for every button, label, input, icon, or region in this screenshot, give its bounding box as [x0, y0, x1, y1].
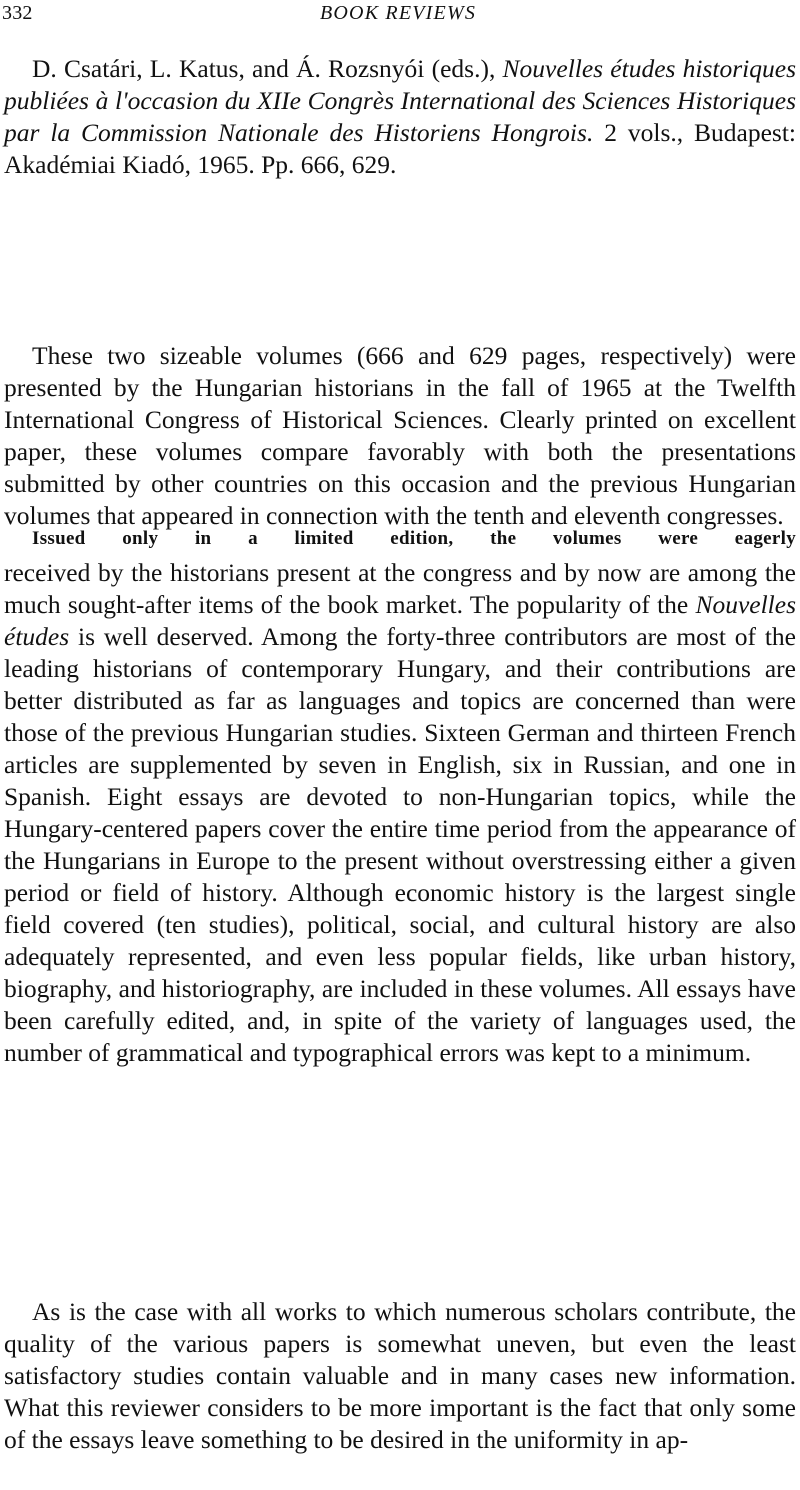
- paragraph-2-lead-line: Issued only in a limited edition, the volumes were eagerly: [32, 528, 796, 549]
- citation-authors: D. Csatári, L. Katus, and Á. Rozsnyói (eds.),: [32, 54, 496, 83]
- citation-publication: 2 vols., Budapest: Akadémiai Kiadó, 1965. Pp. 666, 629.: [4, 118, 796, 179]
- citation-title: Nouvelles études historiques publiées à l'occasion du XIIe Congrès International des Sciences Historiques par la Commission Nationale des Historiens Hongrois.: [4, 54, 797, 147]
- page-number: 332: [2, 2, 33, 24]
- paragraph-2-text-a: received by the historians present at the congress and by now are among the much sought-after items of the book market. The popularity of the: [4, 558, 796, 619]
- review-paragraph-3: As is the case with all works to which numerous scholars contribute, the quality of the various papers is somewhat uneven, but even the least satisfactory studies contain valuable and in many cases new information. What this reviewer considers to be more important is the fact that only some of the essays leave something to be desired in the uniformity in ap-: [4, 1297, 796, 1454]
- review-paragraph-2: [4, 525, 796, 1069]
- book-citation: [4, 53, 796, 181]
- paragraph-2-text-b: is well deserved. Among the forty-three contributors are most of the leading historians of contemporary Hungary, and their contributions are better distributed as far as languages and topics are concerned than were those of the previous Hungarian studies. Sixteen German and thirteen French articles are supplemented by seven in English, six in Russian, and one in Spanish. Eight essays are devoted to non-Hungarian topics, while the Hungary-centered papers cover the entire time period from the appearance of the Hungarians in Europe to the present without overstressing either a given period or field of history. Although economic history is the largest single field covered (ten studies), political, social, and cultural history are also adequately represented, and even less popular fields, like urban history, biography, and historiography, are included in these volumes. All essays have been carefully edited, and, in spite of the variety of languages used, the number of grammatical and typographical errors was kept to a minimum.: [4, 622, 797, 1067]
- review-paragraph-1: These two sizeable volumes (666 and 629 pages, respectively) were presented by the Hungarian historians in the fall of 1965 at the Twelfth International Congress of Historical Sciences. Clearly printed on excellent paper, these volumes compare favorably with both the presentations submitted by other countries on this occasion and the previous Hungarian volumes that appeared in connection with the tenth and eleventh congresses.: [4, 341, 796, 530]
- page-header: [2, 2, 794, 24]
- running-title: BOOK REVIEWS: [319, 2, 477, 24]
- paragraph-2-body: [4, 557, 796, 1069]
- paragraph-2-italic-title: Nouvelles études: [4, 590, 797, 651]
